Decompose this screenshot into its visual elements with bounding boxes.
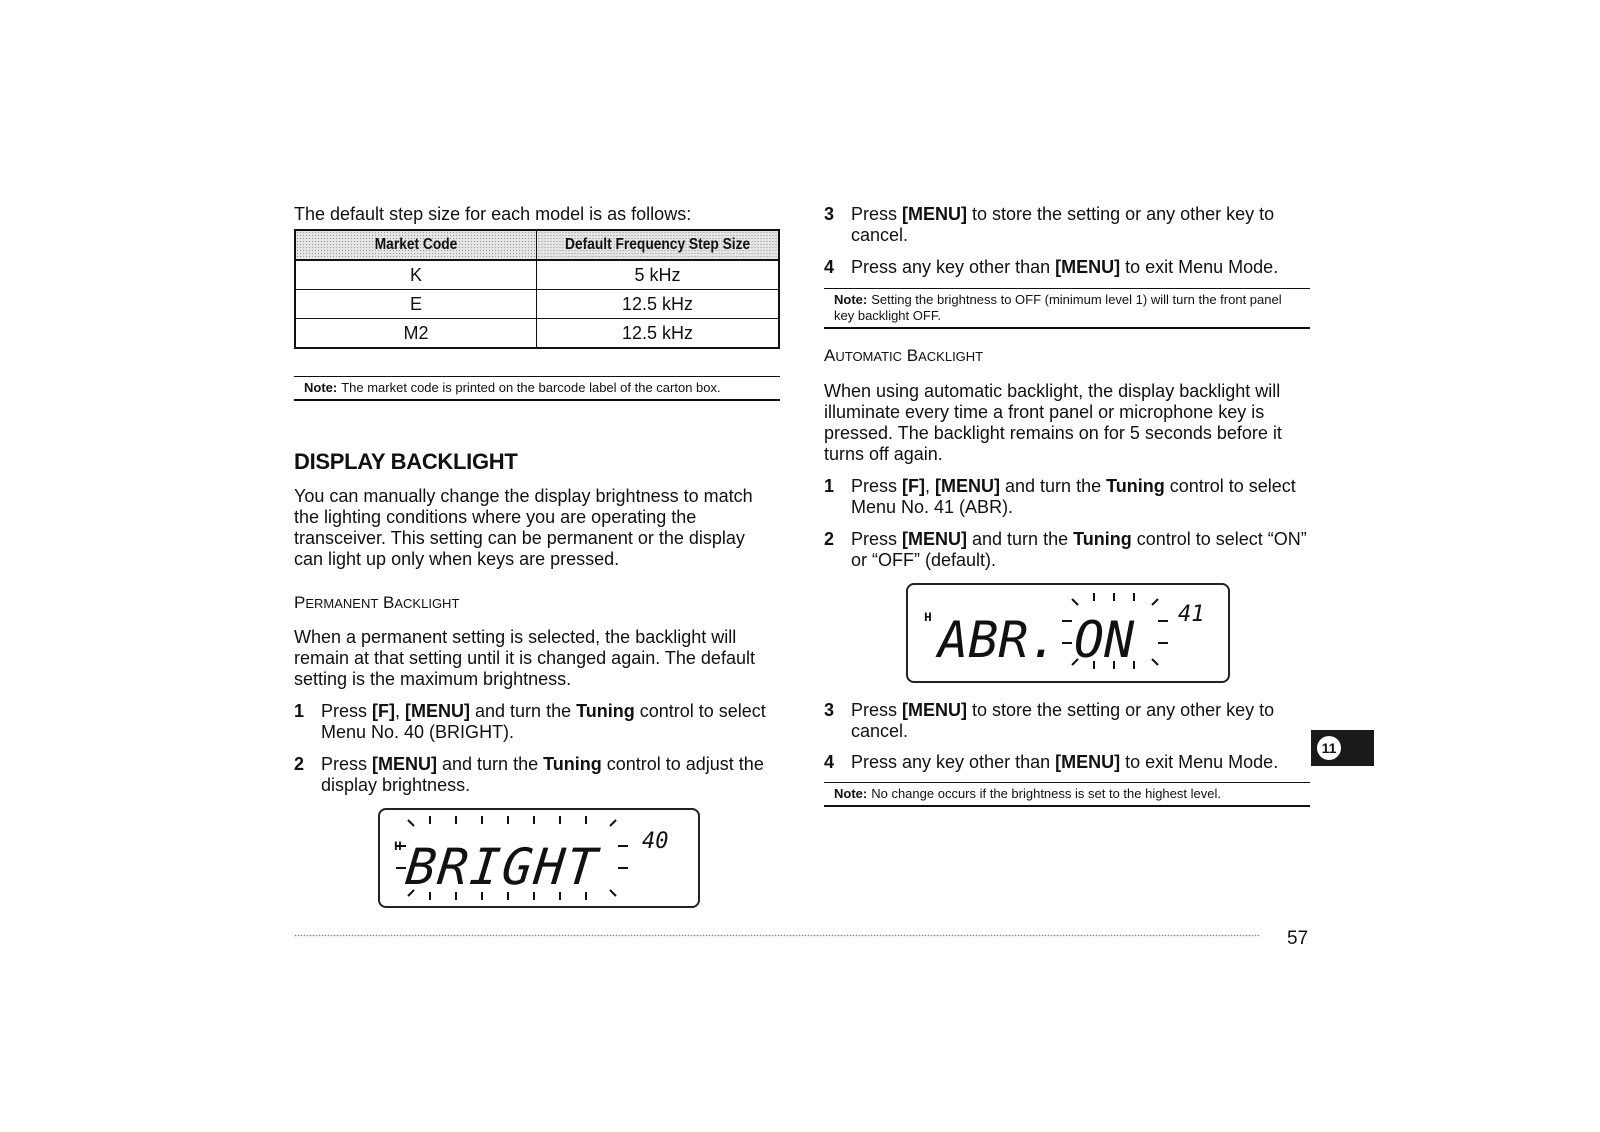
subsection-title-permanent: PERMANENT BACKLIGHT (294, 593, 460, 612)
lcd-display-bright (378, 808, 700, 908)
lcd-menu-number: 40 (642, 829, 669, 854)
footer-dotted-rule (294, 934, 1260, 937)
note-highest-level: Note: No change occurs if the brightness is set to the highest level. (824, 782, 1310, 807)
lcd-h-indicator: H (394, 839, 402, 854)
table-header-step-size: Default Frequency Step Size (537, 230, 780, 260)
lcd-h-indicator: H (924, 610, 932, 625)
table-row: E 12.5 kHz (295, 290, 779, 319)
note-market-code: Note: The market code is printed on the barcode label of the carton box. (294, 376, 780, 401)
lcd-main-text: ABR. (938, 611, 1059, 669)
table-header-market-code: Market Code (295, 230, 537, 260)
table-row: K 5 kHz (295, 260, 779, 290)
lcd-graphic-abr (908, 585, 1228, 681)
subsection-paragraph-permanent: When a permanent setting is selected, the backlight will remain at that setting until it is changed again. The default setting is the maximum brightness. (294, 627, 755, 689)
lcd-main-text: BRIGHT (402, 837, 602, 896)
lcd-menu-number: 41 (1178, 602, 1205, 627)
step-size-table (294, 229, 780, 349)
chapter-number-badge: 11 (1317, 736, 1341, 760)
chapter-tab (1311, 730, 1374, 766)
section-paragraph: You can manually change the display brightness to match the lighting conditions where you are operating the transceiver. This setting can be permanent or the display can light up only when keys are pressed. (294, 486, 753, 569)
table-intro: The default step size for each model is as follows: (294, 204, 692, 224)
subsection-title-automatic: AUTOMATIC BACKLIGHT (824, 346, 984, 365)
lcd-graphic-bright (380, 810, 698, 906)
section-title: DISPLAY BACKLIGHT (294, 449, 518, 474)
lcd-value-text: ON (1074, 611, 1135, 669)
page-number: 57 (1287, 928, 1309, 949)
note-brightness-off: Note: Setting the brightness to OFF (minimum level 1) will turn the front panel key backlight OFF. (824, 288, 1310, 329)
lcd-display-abr (906, 583, 1230, 683)
subsection-paragraph-automatic: When using automatic backlight, the display backlight will illuminate every time a front panel or microphone key is pressed. The backlight remains on for 5 seconds before it turns off again. (824, 381, 1282, 464)
table-row: M2 12.5 kHz (295, 319, 779, 349)
